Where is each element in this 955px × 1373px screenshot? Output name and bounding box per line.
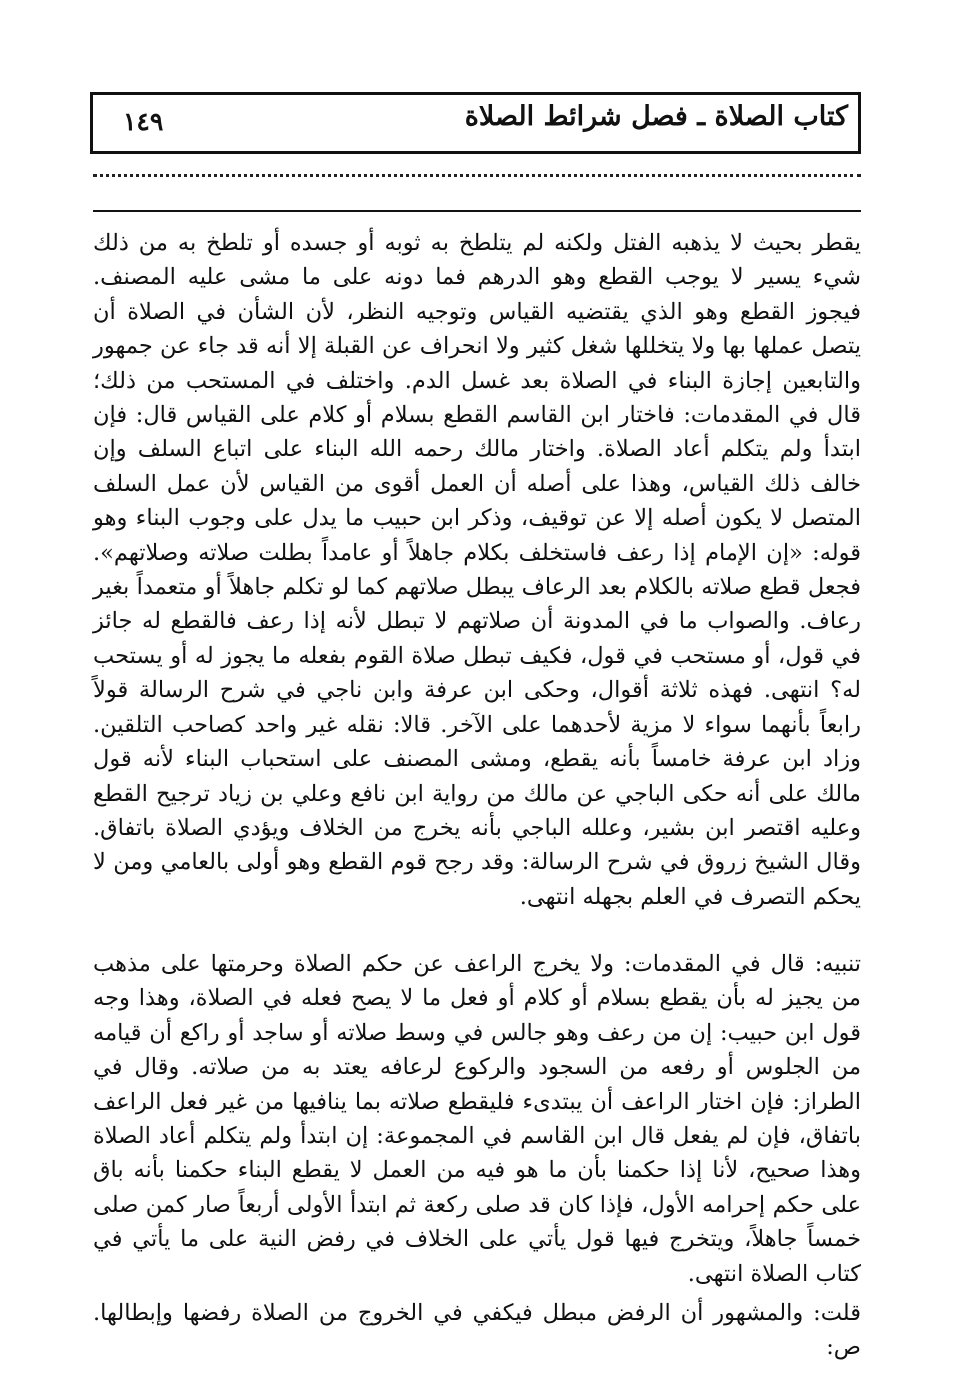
top-rule: [93, 210, 861, 212]
page-number: ١٤٩: [123, 107, 164, 136]
paragraph-note: [93, 947, 861, 1291]
paragraph-main: [93, 226, 861, 914]
dotted-separator: [93, 174, 861, 177]
paragraph-conclusion: [93, 1296, 861, 1365]
running-header: [90, 92, 861, 154]
paragraph-text: يقطر بحيث لا يذهبه الفتل ولكنه لم يتلطخ به ثوبه أو جسده أو تلطخ به من ذلك شيء يسير لا يوجب القطع وهو الدرهم فما دونه على ما مشى عليه المصنف. فيجوز القطع وهو الذي يقتضيه القياس وتوجيه النظر، لأن الشأن في الصلاة أن يتصل عملها بها ولا يتخللها شغل كثير ولا انحراف عن القبلة إلا أنه قد جاء عن جمهور والتابعين إجازة البناء في الصلاة بعد غسل الدم. واختلف في المستحب من ذلك؛ قال في المقدمات: فاختار ابن القاسم القطع بسلام أو كلام على القياس قال: فإن ابتدأ ولم يتكلم أعاد الصلاة. واختار مالك رحمه الله البناء على اتباع السلف وإن خالف ذلك القياس، وهذا على أصله أن العمل أقوى من القياس لأن عمل السلف المتصل لا يكون أصله إلا عن توقيف، وذكر ابن حبيب ما يدل على وجوب البناء وهو قوله: «إن الإمام إذا رعف فاستخلف بكلام جاهلاً أو عامداً بطلت صلاته وصلاتهم». فجعل قطع صلاته بالكلام بعد الرعاف يبطل صلاتهم كما لو تكلم جاهلاً أو متعمداً بغير رعاف. والصواب ما في المدونة أن صلاتهم لا تبطل لأنه إذا رعف فالقطع له جائز في قول، أو مستحب في قول، فكيف تبطل صلاة القوم بفعله ما يجوز له أو يستحب له؟ انتهى. فهذه ثلاثة أقوال، وحكى ابن عرفة وابن ناجي في شرح الرسالة قولاً رابعاً بأنهما سواء لا مزية لأحدهما على الآخر. قالا: نقله غير واحد كصاحب التلقين. وزاد ابن عرفة خامساً بأنه يقطع، ومشى المصنف على استحباب البناء لأنه قول مالك على أنه حكى الباجي عن مالك من رواية ابن نافع وعلي بن زياد ترجيح القطع وعليه اقتصر ابن بشير، وعلله الباجي بأنه يخرج من الخلاف ويؤدي الصلاة باتفاق. وقال الشيخ زروق في شرح الرسالة: وقد رجح قوم القطع وهو أولى بالعامي ومن لا يحكم التصرف في العلم بجهله انتهى.: [93, 230, 861, 910]
paragraph-text: تنبيه: قال في المقدمات: ولا يخرج الراعف عن حكم الصلاة وحرمتها على مذهب من يجيز له بأن يقطع بسلام أو كلام أو فعل ما لا يصح فعله في الصلاة، وهذا وجه قول ابن حبيب: إن من رعف وهو جالس في وسط صلاته أو ساجد أو راكع أن قيامه من الجلوس أو رفعه من السجود والركوع لرعافه يعتد به من صلاته. وقال في الطراز: فإن اختار الراعف أن يبتدىء فليقطع صلاته بما ينافيها من غير فعل الراعف باتفاق، فإن لم يفعل قال ابن القاسم في المجموعة: إن ابتدأ ولم يتكلم أعاد الصلاة وهذا صحيح، لأنا إذا حكمنا بأن ما هو فيه من العمل لا يقطع البناء حكمنا بأنه باق على حكم إحرامه الأول، فإذا كان قد صلى ركعة ثم ابتدأ الأولى أربعاً صار كمن صلى خمساً جاهلاً، ويتخرج فيها قول يأتي على الخلاف في رفض النية على ما يأتي في كتاب الصلاة انتهى.: [93, 951, 861, 1287]
paragraph-text: قلت: والمشهور أن الرفض مبطل فيكفي في الخروج من الصلاة رفضها وإبطالها. ص:: [93, 1300, 861, 1361]
chapter-title: كتاب الصلاة ـ فصل شرائط الصلاة: [464, 101, 848, 132]
